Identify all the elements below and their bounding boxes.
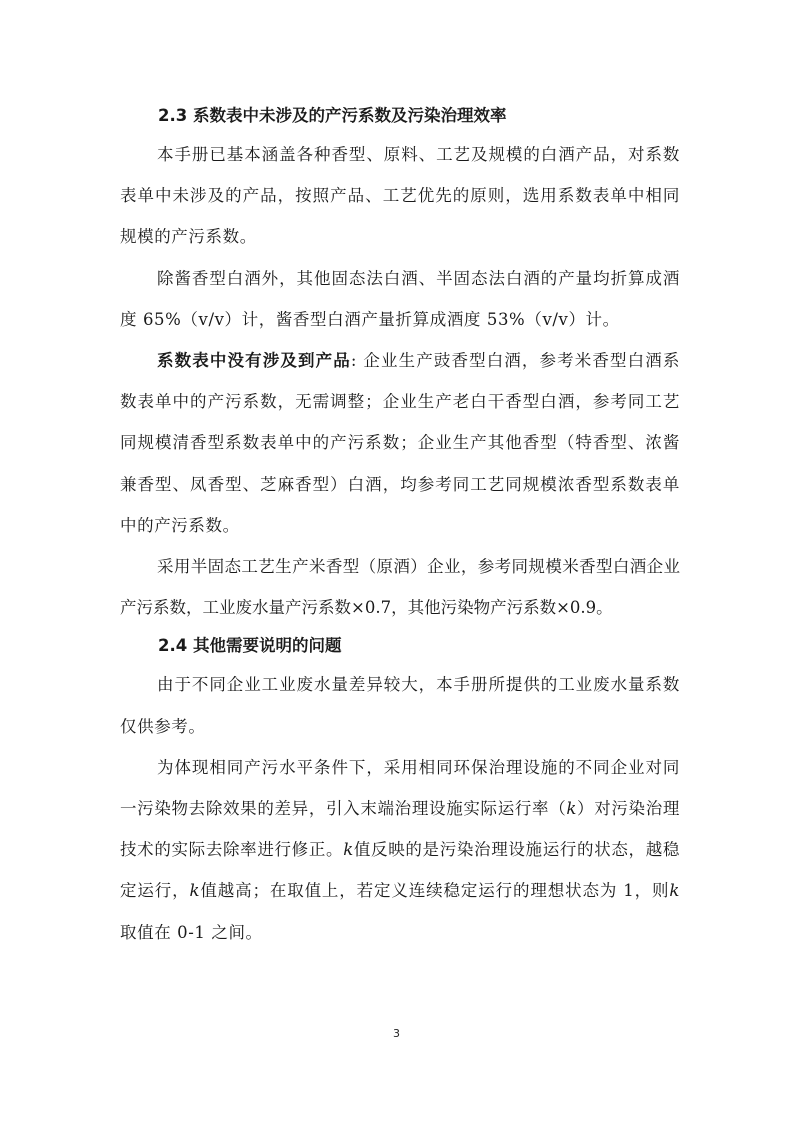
paragraph <box>120 134 680 258</box>
paragraph <box>120 546 680 628</box>
paragraph-text: ）对污染治理技术的实际去除率进行修正。 <box>120 799 680 860</box>
math-variable-k: k <box>189 881 201 901</box>
math-variable-k: k <box>343 840 354 860</box>
section-heading-2-4: 2.4 其他需要说明的问题 <box>158 636 342 656</box>
paragraph-text: 本手册已基本涵盖各种香型、原料、工艺及规模的白酒产品，对系数表单中未涉及的产品，按照产品、工艺优先的原则，选用系数表单中相同规模的产污系数。 <box>120 145 680 247</box>
paragraph <box>120 664 680 746</box>
math-variable-k: k <box>669 881 681 901</box>
math-variable-k: k <box>566 799 577 819</box>
paragraph-text: 除酱香型白酒外，其他固态法白酒、半固态法白酒的产量均折算成酒度 65%（v/v）计，酱香型白酒产量折算成酒度 53%（v/v）计。 <box>120 268 680 329</box>
paragraph-text: 采用半固态工艺生产米香型（原酒）企业，参考同规模米香型白酒企业产污系数，工业废水量产污系数×0.7，其他污染物产污系数×0.9。 <box>120 557 680 618</box>
paragraph-text: 值反映的是污染治理设施运行的状态，越稳定运行， <box>120 840 680 901</box>
paragraph <box>120 340 680 546</box>
paragraph <box>120 747 680 953</box>
bold-lead-text: 系数表中没有涉及到产品 <box>157 351 351 371</box>
paragraph-text: : 企业生产豉香型白酒，参考米香型白酒系数表单中的产污系数，无需调整；企业生产老白干香型白酒，参考同工艺同规模清香型系数表单中的产污系数；企业生产其他香型（特香型、浓酱兼香型、凤香型、芝麻香型）白酒，均参考同工艺同规模浓香型系数表单中的产污系数。 <box>120 351 680 535</box>
document-page <box>120 98 680 953</box>
paragraph-text: 由于不同企业工业废水量差异较大，本手册所提供的工业废水量系数仅供参考。 <box>120 675 680 736</box>
page-number: 3 <box>393 1027 400 1040</box>
paragraph-text: 取值在 0-1 之间。 <box>120 922 263 942</box>
paragraph-text: 为体现相同产污水平条件下，采用相同环保治理设施的不同企业对同一污染物去除效果的差异，引入末端治理设施实际运行率（ <box>120 757 680 819</box>
section-heading-2-3: 2.3 系数表中未涉及的产污系数及污染治理效率 <box>158 106 507 125</box>
paragraph <box>120 258 680 340</box>
paragraph-text: 值越高；在取值上，若定义连续稳定运行的理想状态为 1，则 <box>200 881 670 901</box>
